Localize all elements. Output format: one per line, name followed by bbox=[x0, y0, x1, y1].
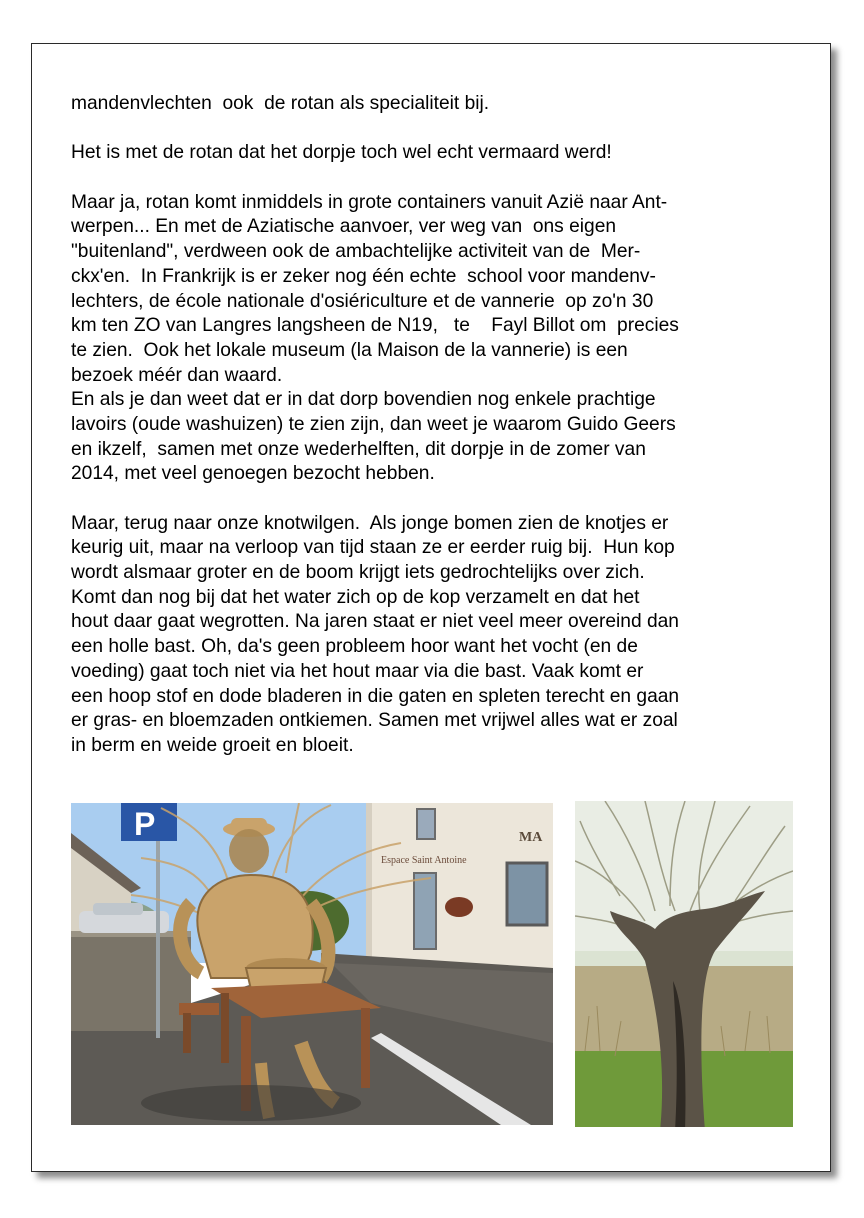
text-line: werpen... En met de Aziatische aanvoer, ver weg van ons eigen bbox=[71, 216, 617, 238]
paragraph-gap bbox=[71, 166, 799, 191]
text-line: er gras- en bloemzaden ontkiemen. Samen met vrijwel alles wat er zoal bbox=[71, 710, 678, 732]
text-line: lechters, de école nationale d'osiériculture et de vannerie op zo'n 30 bbox=[71, 290, 654, 312]
paragraph bbox=[71, 92, 799, 117]
text-line: en ikzelf, samen met onze wederhelften, dit dorpje in de zomer van bbox=[71, 438, 646, 460]
text-line: een holle bast. Oh, da's geen probleem hoor want het vocht (en de bbox=[71, 636, 638, 658]
building-letters: MA bbox=[519, 830, 543, 845]
text-line: lavoirs (oude washuizen) te zien zijn, dan weet je waarom Guido Geers bbox=[71, 413, 676, 435]
text-line: 2014, met veel genoegen bezocht hebben. bbox=[71, 463, 435, 485]
text-line: hout daar gaat wegrotten. Na jaren staat er niet veel meer overeind dan bbox=[71, 611, 679, 633]
paragraph bbox=[71, 191, 799, 487]
parking-sign-letter: P bbox=[134, 806, 156, 842]
wicker-figure-photo bbox=[71, 803, 553, 1125]
document-page bbox=[31, 43, 831, 1172]
text-line: ckx'en. In Frankrijk is er zeker nog één echte school voor mandenv- bbox=[71, 265, 656, 287]
paragraph-gap bbox=[71, 117, 799, 142]
text-line: in berm en weide groeit en bloeit. bbox=[71, 734, 354, 756]
text-line: km ten ZO van Langres langsheen de N19, te Fayl Billot om precies bbox=[71, 315, 679, 337]
text-line: En als je dan weet dat er in dat dorp bovendien nog enkele prachtige bbox=[71, 389, 656, 411]
paragraph-gap bbox=[71, 487, 799, 512]
article-text bbox=[71, 92, 799, 759]
text-line: bezoek méér dan waard. bbox=[71, 364, 283, 386]
text-line: Maar ja, rotan komt inmiddels in grote containers vanuit Azië naar Ant- bbox=[71, 191, 668, 213]
text-line: Komt dan nog bij dat het water zich op de kop verzamelt en dat het bbox=[71, 586, 640, 608]
paragraph bbox=[71, 141, 799, 166]
text-line: Maar, terug naar onze knotwilgen. Als jonge bomen zien de knotjes er bbox=[71, 512, 669, 534]
text-line: wordt alsmaar groter en de boom krijgt iets gedrochtelijks over zich. bbox=[71, 562, 645, 584]
text-line: een hoop stof en dode bladeren in die gaten en spleten terecht en gaan bbox=[71, 685, 680, 707]
pollard-willow-photo bbox=[575, 801, 793, 1127]
text-line: "buitenland", verdween ook de ambachtelijke activiteit van de Mer- bbox=[71, 241, 641, 263]
text-line: keurig uit, maar na verloop van tijd staan ze er eerder ruig bij. Hun kop bbox=[71, 537, 675, 559]
text-line: te zien. Ook het lokale museum (la Maison de la vannerie) is een bbox=[71, 339, 628, 361]
paragraph bbox=[71, 512, 799, 759]
text-line: mandenvlechten ook de rotan als specialiteit bij. bbox=[71, 93, 490, 114]
building-sign: Espace Saint Antoine bbox=[381, 855, 467, 866]
text-line: voeding) gaat toch niet via het hout maar via die bast. Vaak komt er bbox=[71, 660, 644, 682]
text-line: Het is met de rotan dat het dorpje toch wel echt vermaard werd! bbox=[71, 142, 612, 164]
